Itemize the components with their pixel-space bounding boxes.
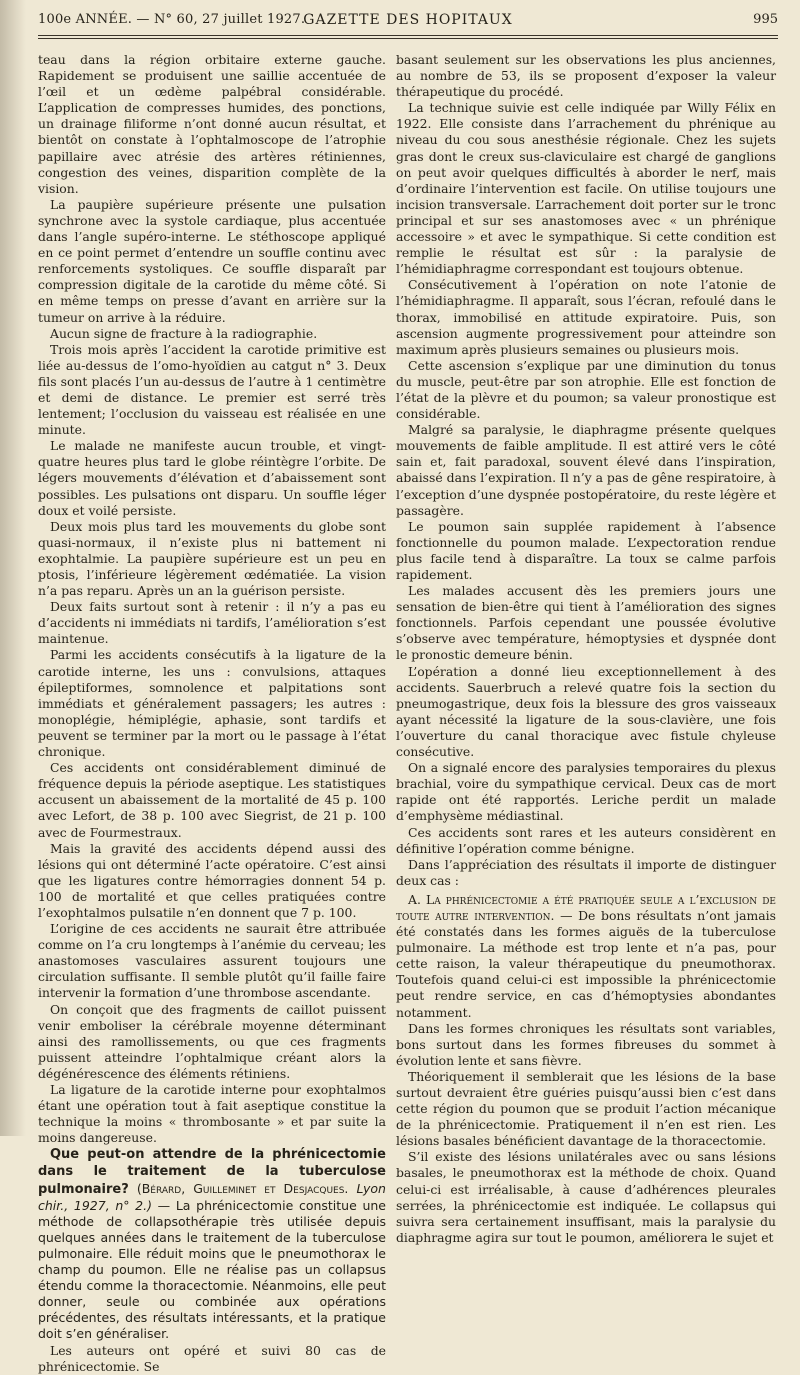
- paragraph: Ces accidents ont considérablement diminué de fréquence depuis la période aseptique. Les statistiques accusent un abaissement de la mortalité de 45 p. 100 avec Lefort, de 38 p. 100 avec Siegrist, de 21 p. 100 avec de Fourmestraux.: [38, 760, 386, 840]
- article-citation: Lyon chir., 1927, n° 2.): [38, 1180, 386, 1213]
- left-column: [38, 52, 386, 1374]
- paragraph: On a signalé encore des paralysies temporaires du plexus brachial, voire du sympathique cervical. Deux cas de mort rapide ont été rapportés. Leriche perdit un malade d’emphysème médiastinal.: [396, 760, 776, 824]
- paragraph: Deux mois plus tard les mouvements du globe sont quasi-normaux, il n’existe plus ni battement ni exophtalmie. La paupière supérieure est un peu en ptosis, l’inférieure légèrement œdématiée. La vision n’a pas reparu. Après un an la guérison persiste.: [38, 518, 386, 599]
- binding-shadow: [0, 0, 26, 1136]
- paragraph: Cette ascension s’explique par une diminution du tonus du muscle, peut-être par son atrophie. Elle est fonction de l’état de la plèvre et du poumon; sa valeur pronostique est considérable.: [396, 357, 776, 422]
- header-rule-bottom: [38, 38, 778, 39]
- issue-info: 100e ANNÉE. — N° 60, 27 juillet 1927.: [38, 12, 306, 27]
- paragraph: Dans les formes chroniques les résultats sont variables, bons surtout dans les formes fibreuses du sommet à évolution lente et sans fièvre.: [396, 1020, 776, 1068]
- paragraph: Ces accidents sont rares et les auteurs considèrent en définitive l’opération comme bénigne.: [396, 824, 776, 856]
- paragraph: teau dans la région orbitaire externe gauche. Rapidement se produisent une saillie accentuée de l’œil et un œdème palpébral considérable. L’application de compresses humides, des ponctions, un drainage filiforme n’ont donné aucun résultat, et bientôt on constate à l’ophtalmoscope de l’atrophie papillaire avec atrésie des artères rétiniennes, congestion des veines, disparition complète de la vision.: [38, 52, 386, 196]
- paragraph: Dans l’appréciation des résultats il importe de distinguer deux cas :: [396, 856, 776, 888]
- paragraph: Mais la gravité des accidents dépend aussi des lésions qui ont déterminé l’acte opératoire. C’est ainsi que les ligatures contre hémorragies donnent 54 p. 100 de mortalité et que celles pratiquées contre l’exophtalmos pulsatile n’en donnent que 7 p. 100.: [38, 840, 386, 920]
- journal-title: GAZETTE DES HOPITAUX: [303, 12, 513, 28]
- article-title: Que peut-on attendre de la phrénicectomie dans le traitement de la tuberculose pulmonaire?: [38, 1147, 386, 1197]
- paragraph: La technique suivie est celle indiquée par Willy Félix en 1922. Elle consiste dans l’arrachement du phrénique au niveau du cou sous anesthésie régionale. Chez les sujets gras dont le creux sus-claviculaire est chargé de ganglions on peut avoir quelques difficultés à aborder le nerf, mais d’ordinaire l’intervention est facile. On utilise toujours une incision transversale. L’arrachement doit porter sur le tronc principal et sur ses anastomoses avec « un phrénique accessoire » et avec le sympathique. Si cette condition est remplie le résultat est sûr : la paralysie de l’hémidiaphragme correspondant est toujours obtenue.: [396, 100, 776, 277]
- paragraph: Deux faits surtout sont à retenir : il n’y a pas eu d’accidents ni immédiats ni tardifs, l’amélioration s’est maintenue.: [38, 599, 386, 647]
- paragraph: basant seulement sur les observations les plus anciennes, au nombre de 53, ils se proposent d’exposer la valeur thérapeutique du procédé.: [396, 52, 776, 100]
- section-a-text: — De bons résultats n’ont jamais été constatés dans les formes aiguës de la tuberculose pulmonaire. La méthode est trop lente et n’a pas, pour cette raison, la valeur thérapeutique du pneumothorax. Toutefois quand celui-ci est impossible la phrénicectomie peut rendre service, en cas d’hémoptysies abondantes notamment.: [396, 907, 776, 1020]
- header-rule-top: [38, 35, 778, 36]
- paragraph: L’opération a donné lieu exceptionnellement à des accidents. Sauerbruch a relevé quatre fois la section du pneumogastrique, deux fois la blessure des gros vaisseaux ayant nécessité la ligature de la sous-clavière, une fois l’ouverture du canal thoracique avec fistule chyleuse consécutive.: [396, 663, 776, 760]
- paragraph: Malgré sa paralysie, le diaphragme présente quelques mouvements de faible amplitude. Il est attiré vers le côté sain et, fait paradoxal, souvent élevé dans l’inspiration, abaissé dans l’expiration. Il n’y a pas de gêne respiratoire, à l’exception d’une dyspnée postopératoire, du reste légère et passagère.: [396, 422, 776, 518]
- right-column: [396, 52, 776, 1245]
- paragraph: Parmi les accidents consécutifs à la ligature de la carotide interne, les uns : convulsions, attaques épileptiformes, somnolence et palpitations sont immédiats et généralement passagers; les autres : monoplégie, hémiplégie, aphasie, sont tardifs et peuvent se terminer par la mort ou le passage à l’état chronique.: [38, 647, 386, 760]
- paragraph: Consécutivement à l’opération on note l’atonie de l’hémidiaphragme. Il apparaît, sous l’écran, refoulé dans le thorax, immobilisé en attitude expiratoire. Puis, son ascension augmente progressivement pour atteindre son maximum après plusieurs semaines ou plusieurs mois.: [396, 277, 776, 357]
- paragraph: L’origine de ces accidents ne saurait être attribuée comme on l’a cru longtemps à l’anémie du cerveau; les anastomoses vasculaires assurent toujours une circulation suffisante. Il semble plutôt qu’il faille faire intervenir la formation d’une thrombose ascendante.: [38, 921, 386, 1001]
- paragraph: S’il existe des lésions unilatérales avec ou sans lésions basales, le pneumothorax est la méthode de choix. Quand celui-ci est irréalisable, à cause d’adhérences pleurales serrées, la phrénicectomie est indiquée. Le collapsus qui suivra sera certainement insuffisant, mais la paralysie du diaphragme agira sur tout le poumon, améliorera le sujet et: [396, 1149, 776, 1245]
- paragraph: Aucun signe de fracture à la radiographie.: [50, 325, 318, 341]
- paragraph: Les malades accusent dès les premiers jours une sensation de bien-être qui tient à l’amélioration des signes fonctionnels. Parfois cependant une poussée évolutive s’observe avec température, hémoptysies et dyspnée dont le pronostic demeure bénin.: [396, 583, 776, 663]
- paragraph: La paupière supérieure présente une pulsation synchrone avec la systole cardiaque, plus accentuée dans l’angle supéro-interne. Le stéthoscope appliqué en ce point permet d’entendre un souffle continu avec renforcements systoliques. Ce souffle disparaît par compression digitale de la carotide du même côté. Si en même temps on presse d’avant en arrière sur la tumeur on arrive à la réduire.: [38, 196, 386, 325]
- paragraph: La ligature de la carotide interne pour exophtalmos étant une opération tout à fait aseptique constitue la technique la moins « thrombosante » et par suite la moins dangereuse.: [38, 1082, 386, 1146]
- article-lead: — La phrénicectomie constitue une méthode de collapsothérapie très utilisée depuis quelques années dans le traitement de la tuberculose pulmonaire. Elle réduit moins que le pneumothorax le champ du poumon. Elle ne réalise pas un collapsus étendu comme la thoracectomie. Néanmoins, elle peut donner, seule ou combinée aux opérations précédentes, des résultats intéressants, et la pratique doit s’en généraliser.: [38, 1197, 386, 1342]
- paragraph: On conçoit que des fragments de caillot puissent venir emboliser la cérébrale moyenne déterminant ainsi des ramollissements, ou que ces fragments puissent atteindre l’ophtalmique créant alors la dégénérescence des éléments rétiniens.: [38, 1001, 386, 1081]
- running-header: [38, 8, 778, 32]
- article-heading: [38, 1146, 386, 1342]
- paragraph: Le malade ne manifeste aucun trouble, et vingt-quatre heures plus tard le globe réintègre l’orbite. De légers mouvements d’élévation et d’abaissement sont possibles. Les pulsations ont disparu. Un souffle léger doux et voilé persiste.: [38, 438, 386, 518]
- section-a-label: A. La phrénicectomie a été pratiquée seule a l’exclusion de toute autre intervention.: [396, 891, 776, 923]
- paragraph: Le poumon sain supplée rapidement à l’absence fonctionnelle du poumon malade. L’expectoration rendue plus facile tend à disparaître. La toux se calme parfois rapidement.: [396, 518, 776, 582]
- section-a: [396, 892, 776, 1021]
- page-number: 995: [753, 12, 778, 27]
- paragraph: Trois mois après l’accident la carotide primitive est liée au-dessus de l’omo-hyoïdien au catgut n° 3. Deux fils sont placés l’un au-dessus de l’autre à 1 centimètre et demi de distance. Le premier est serré très lentement; l’occlusion du vaisseau est réalisée en une minute.: [38, 341, 386, 438]
- article-authors: (Bérard, Guilleminet et Desjacques.: [136, 1180, 349, 1196]
- paragraph: Théoriquement il semblerait que les lésions de la base surtout devraient être guéries puisqu’aussi bien c’est dans cette région du poumon que se produit l’action mécanique de la phrénicectomie. Pratiquement il n’en est rien. Les lésions basales bénéficient davantage de la thoracectomie.: [396, 1068, 776, 1149]
- paragraph: Les auteurs ont opéré et suivi 80 cas de phrénicectomie. Se: [38, 1342, 386, 1374]
